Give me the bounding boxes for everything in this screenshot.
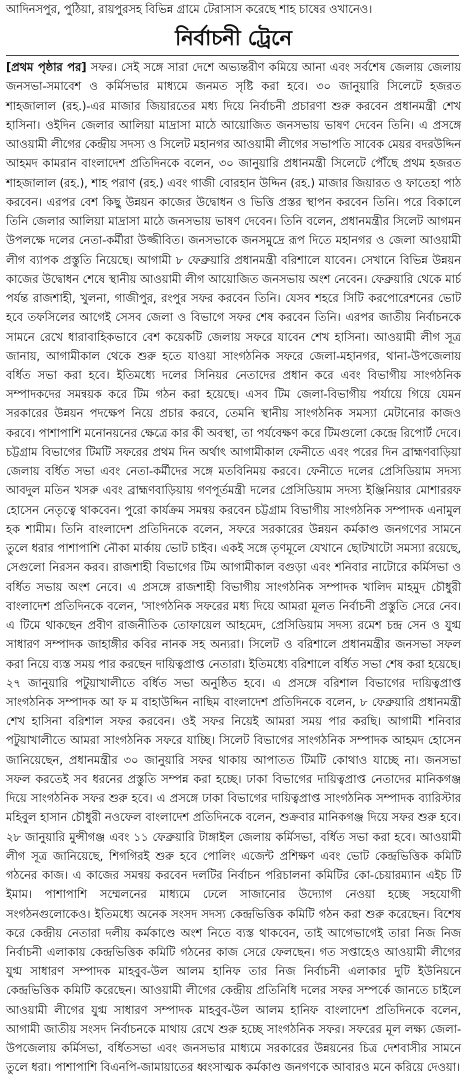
continued-from-label: [প্রথম পৃষ্ঠার পর] — [6, 60, 87, 75]
previous-article-tail: আদিনসপুর, পুঠিয়া, রায়পুরসহ বিভিন্ন গ্রামে টেরাসাস করেছে শাহ চাষের ওখানেও। — [6, 2, 373, 16]
headline-divider — [6, 55, 459, 56]
article-body-text: সফর। সেই সঙ্গে সারা দেশে অভ্যন্তরীণ কমিয়ে আনা এবং সর্বশেষ জেলায় জেলায় জনসভা-সমাবেশ ও কর্মিসভার মাধ্যমে জনমত সৃষ্টি করা হবে। ৩০ জানুয়ারি সিলেটে হজরত শাহজালাল (রহ.)-এর মাজার জিয়ারতের মধ্য দিয়ে নির্বাচনী প্রচারণা শুরু করবেন প্রধানমন্ত্রী শেখ হাসিনা। ওইদিন জেলার আলিয়া মাদ্রাসা মাঠে আয়োজিত জনসভায় ভাষণ দেবেন তিনি। এ প্রসঙ্গে আওয়ামী লীগের কেন্দ্রীয় সদস্য ও সিলেট মহানগর আওয়ামী লীগের সভাপতি সাবেক মেয়র বদরউদ্দিন আহমদ কামরান বাংলাদেশ প্রতিদিনকে বলেন, ৩০ জানুয়ারি প্রধানমন্ত্রী সিলেটে পৌঁছে প্রথম হজরত শাহজালাল (রহ.), শাহ পরাণ (রহ.) এবং গাজী বোরহান উদ্দিন (রহ.) মাজার জিয়ারত ও ফাতেহা পাঠ করবেন। এরপর বেশ কিছু উন্নয়ন কাজের উদ্বোধন ও ভিত্তি প্রস্তর স্থাপন করবেন তিনি। পরে বিকালে তিনি জেলার আলিয়া মাদ্রাসা মাঠে জনসভায় ভাষণ দেবেন। তিনি বলেন, প্রধানমন্ত্রীর সিলেট আগমন উপলক্ষে দলের নেতা-কর্মীরা উজ্জীবিত। জনসভাকে জনসমুদ্রে রূপ দিতে মহানগর ও জেলা আওয়ামী লীগ ব্যাপক প্রস্তুতি নিয়েছে। আগামী ৮ ফেব্রুয়ারি প্রধানমন্ত্রী বরিশালে যাবেন। সেখানে বিভিন্ন উন্নয়ন কাজের উদ্বোধন শেষে স্থানীয় আওয়ামী লীগ আয়োজিত জনসভায় অংশ নেবেন। ফেব্রুয়ারি থেকে মার্চ পর্যন্ত রাজশাহী, খুলনা, গাজীপুর, রংপুর সফর করবেন তিনি। যেসব শহরে সিটি করপোরেশনের ভোট হবে তফসিলের আগেই সেসব জেলা ও বিভাগে সফর শেষ করবেন তিনি। এরপর জাতীয় নির্বাচনকে সামনে রেখে ধারাবাহিকভাবে বেশ কয়েকটি জেলায় সফরে যাবেন শেখ হাসিনা। আওয়ামী লীগ সূত্র জানায়, আগামীকাল থেকে শুরু হতে যাওয়া সাংগঠনিক সফরে জেলা-মহানগর, থানা-উপজেলায় বর্ধিত সভা করা হবে। ইতিমধ্যে দলের সিনিয়র নেতাদের প্রধান করে এবং বিভাগীয় সাংগঠনিক সম্পাদকদের সমন্বয়ক করে টিম গঠন করা হয়েছে। এসব টিম জেলা-বিভাগীয় পর্যায়ে গিয়ে যেমন সরকারের উন্নয়ন পদক্ষেপ নিয়ে প্রচার করবে, তেমনি স্থানীয় সাংগঠনিক সমস্যা মেটানোর কাজও করবে। পাশাপাশি মনোনয়নের ক্ষেত্রে কার কী অবস্থা, তা পর্যবেক্ষণ করে টিমগুলো কেন্দ্রে রিপোর্ট দেবে। চট্টগ্রাম বিভাগের টিমটি সফরের প্রথম দিন অর্থাৎ আগামীকাল ফেনীতে এবং পরের দিন ব্রাহ্মণবাড়িয়া জেলায় বর্ধিত সভা এবং নেতা-কর্মীদের সঙ্গে মতবিনিময় করবে। ফেনীতে দলের প্রেসিডিয়াম সদস্য আবদুল মতিন খসরু এবং ব্রাহ্মণবাড়িয়ায় গণপূর্তমন্ত্রী দলের প্রেসিডিয়াম সদস্য ইঞ্জিনিয়ার মোশাররফ হোসেন নেতৃত্বে থাকবেন। পুরো কার্যক্রম সমন্বয় করবেন চট্টগ্রাম বিভাগীয় সাংগঠনিক সম্পাদক এনামুল হক শামীম। তিনি বাংলাদেশ প্রতিদিনকে বলেন, সফরে সরকারের উন্নয়ন কর্মকাণ্ড জনগণের সামনে তুলে ধরার পাশাপাশি নৌকা মার্কায় ভোট চাইব। একই সঙ্গে তৃণমূলে যেখানে ছোটখাটো সমস্যা রয়েছে, সেগুলো নিরসন করব। রাজশাহী বিভাগের টিম আগামীকাল বগুড়া এবং শনিবার নাটোরে কর্মিসভা ও বর্ধিত সভায় অংশ নেবে। এ প্রসঙ্গে রাজশাহী বিভাগীয় সাংগঠনিক সম্পাদক খালিদ মাহমুদ চৌধুরী বাংলাদেশ প্রতিদিনকে বলেন, 'সাংগঠনিক সফরের মধ্য দিয়ে আমরা মূলত নির্বাচনী প্রস্তুতি সেরে নেব। এ টিমে থাকছেন প্রবীণ রাজনীতিক তোফায়েল আহমেদ, প্রেসিডিয়াম সদস্য রমেশ চন্দ্র সেন ও যুগ্ম সাধারণ সম্পাদক জাহাঙ্গীর কবির নানক সহ অন্যরা। সিলেট ও বরিশালে প্রধানমন্ত্রীর জনসভা সফল করা নিয়ে ব্যস্ত সময় পার করছেন দায়িত্বপ্রাপ্ত নেতারা। ইতিমধ্যে বরিশালে বর্ধিত সভা শেষ করা হয়েছে। ২৭ জানুয়ারি পটুয়াখালীতে বর্ধিত সভা অনুষ্ঠিত হবে। এ প্রসঙ্গে বরিশাল বিভাগের দায়িত্বপ্রাপ্ত সাংগঠনিক সম্পাদক আ ফ ম বাহাউদ্দিন নাছিম বাংলাদেশ প্রতিদিনকে বলেন, ৮ ফেব্রুয়ারি প্রধানমন্ত্রী শেখ হাসিনা বরিশাল সফর করবেন। ওই সফর নিয়েই আমরা সময় পার করছি। আগামী শনিবার পটুয়াখালীতে আমরা সাংগঠনিক সফরে যাচ্ছি। সিলেট বিভাগের সাংগঠনিক সম্পাদক আহমদ হোসেন জানিয়েছেন, প্রধানমন্ত্রীর ৩০ জানুয়ারি সফর থাকায় আপাতত টিমটি কোথাও যাচ্ছে না। জনসভা সফল করতেই সব ধরনের প্রস্তুতি সম্পন্ন করা হচ্ছে। ঢাকা বিভাগের দায়িত্বপ্রাপ্ত নেতাদের মানিকগঞ্জ দিয়ে সাংগঠনিক সফর শুরু হবে। এ প্রসঙ্গে ঢাকা বিভাগের দায়িত্বপ্রাপ্ত সাংগঠনিক সম্পাদক ব্যারিস্টার মহিবুল হাসান চৌধুরী নওফেল বাংলাদেশ প্রতিদিনকে বলেন, শুক্রবার মানিকগঞ্জ দিয়ে সফর শুরু হবে। ২৮ জানুয়ারি মুন্সীগঞ্জ এবং ১১ ফেব্রুয়ারি টাঙ্গাইল জেলায় কর্মিসভা, বর্ধিত সভা করা হবে। আওয়ামী লীগ সূত্র জানিয়েছে, শিগগিরই শুরু হবে পোলিং এজেন্ট প্রশিক্ষণ এবং ভোট কেন্দ্রভিত্তিক কমিটি গঠনের কাজ। এ কাজের সমন্বয় করবেন দলটির নির্বাচন পরিচালনা কমিটির কো-চেয়ারম্যান এইচ টি ইমাম। পাশাপাশি সম্মেলনের মাধ্যমে ঢেলে সাজানোর উদ্যোগ নেওয়া হচ্ছে সহযোগী সংগঠনগুলোকেও। ইতিমধ্যে অনেক সংসদ সদস্য কেন্দ্রভিত্তিক কমিটি গঠন করা শুরু করেছেন। বিশেষ করে কেন্দ্রীয় নেতারা দলীয় কর্মকাণ্ডে অংশ নিতে ব্যস্ত থাকবেন, তাই আগেভাগেই তারা নিজ নিজ নির্বাচনী এলাকায় কেন্দ্রভিত্তিক কমিটি গঠনের কাজ সেরে ফেলছেন। গত সপ্তাহেও আওয়ামী লীগের যুগ্ম সাধারণ সম্পাদক মাহবুব-উল আলম হানিফ তার নিজ নির্বাচনী এলাকার দুটি ইউনিয়নে কেন্দ্রভিত্তিক কমিটি করেছেন। আওয়ামী লীগের কেন্দ্রীয় প্রতিনিধি দলের সফর সম্পর্কে জানতে চাইলে আওয়ামী লীগের যুগ্ম সাধারণ সম্পাদক মাহবুব-উল আলম হানিফ বাংলাদেশ প্রতিদিনকে বলেন, আগামী জাতীয় সংসদ নির্বাচনকে মাথায় রেখে শুরু হচ্ছে সাংগঠনিক সফর। সফরের মূল লক্ষ্য জেলা-উপজেলায় কর্মিসভা, বর্ধিতসভা এবং জনসভার মাধ্যমে সরকারের উন্নয়নের চিত্র দেশবাসীর সামনে তুলে ধরা। পাশাপাশি বিএনপি-জামায়াতের ধ্বংসাত্মক কর্মকাণ্ড জনগণকে আবারও মনে করিয়ে দেওয়া। — [6, 60, 461, 1075]
article-body — [6, 58, 461, 1077]
article-headline: নির্বাচনী ট্রেনে — [175, 26, 292, 51]
